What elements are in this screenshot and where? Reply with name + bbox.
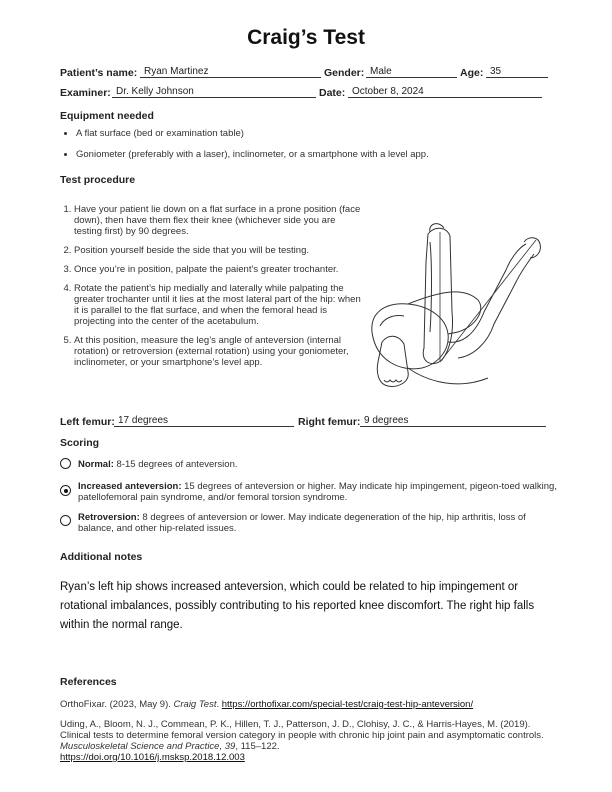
notes-text[interactable]: Ryan’s left hip shows increased anteversion, which could be related to hip impingement or rotational imbalances, possibly contributing to his reported knee discomfort. The right hip falls within the normal range. [60, 581, 535, 631]
left-femur-label: Left femur: [60, 416, 115, 428]
references-heading: References [60, 676, 117, 688]
craig-test-illustration [368, 222, 544, 400]
scoring-normal-radio[interactable] [60, 458, 71, 469]
examiner-label: Examiner: [60, 87, 111, 99]
gender-field[interactable]: Male [366, 66, 457, 78]
reference-2-link[interactable]: https://doi.org/10.1016/j.msksp.2018.12.003 [60, 752, 245, 763]
scoring-retroversion-option [78, 512, 558, 534]
scoring-increased-radio[interactable] [60, 485, 71, 496]
procedure-step: 2. Position yourself beside the side that you will be testing. [74, 245, 364, 256]
reference-2 [60, 719, 552, 763]
equipment-item: • Goniometer (preferably with a laser), inclinometer, or a smartphone with a level app. [76, 149, 556, 160]
procedure-step: 4. Rotate the patient’s hip medially and laterally while palpating the greater trochanter until it lies at the most lateral part of the hip: when it is parallel to the flat surface, and when the femoral head is projecting into the center of the acetabulum. [74, 283, 364, 327]
reference-1-text: OrthoFixar. (2023, May 9). [60, 699, 174, 710]
scoring-retroversion-radio[interactable] [60, 515, 71, 526]
scoring-retroversion-text: 8 degrees of anteversion or lower. May indicate degeneration of the hip, hip arthritis, loss of balance, and other hip-related issues. [78, 512, 526, 534]
patient-name-field[interactable]: Ryan Martinez [140, 66, 321, 78]
scoring-normal-text: 8-15 degrees of anteversion. [116, 459, 238, 470]
scoring-heading: Scoring [60, 437, 100, 449]
right-femur-label: Right femur: [298, 416, 361, 428]
reference-2-pages: , 115–122. [235, 741, 280, 752]
scoring-normal-option [78, 459, 558, 470]
age-field[interactable]: 35 [486, 66, 548, 78]
reference-1 [60, 699, 552, 710]
examiner-field[interactable]: Dr. Kelly Johnson [112, 86, 316, 98]
reference-2-journal: Musculoskeletal Science and Practice, 39 [60, 741, 236, 752]
radio-selected-dot [64, 489, 68, 493]
procedure-step: 3. Once you’re in position, palpate the paient’s greater trochanter. [74, 264, 364, 275]
left-femur-field[interactable]: 17 degrees [114, 415, 294, 427]
scoring-retroversion-label: Retroversion: [78, 512, 140, 523]
procedure-steps [60, 204, 364, 376]
scoring-increased-label: Increased anteversion: [78, 481, 182, 492]
procedure-step: 5. At this position, measure the leg’s angle of anteversion (internal rotation) or retroversion (external rotation) using your goniometer, inclinometer, or your smartphone’s level app. [74, 335, 364, 368]
page-title: Craig’s Test [247, 26, 365, 49]
equipment-item: • A flat surface (bed or examination table) [76, 128, 556, 139]
procedure-step: 1. Have your patient lie down on a flat surface in a prone position (face down), then have them flex their knee (whichever side you are testing first) by 90 degrees. [74, 204, 364, 237]
reference-1-title: Craig Test [173, 699, 217, 710]
scoring-normal-label: Normal: [78, 459, 114, 470]
age-label: Age: [460, 67, 484, 79]
reference-1-sep: . [216, 699, 222, 710]
scoring-increased-text: 15 degrees of anteversion or higher. May indicate hip impingement, pigeon-toed walking, patellofemoral pain syndrome, and/or femoral torsion syndrome. [78, 481, 557, 503]
date-field[interactable]: October 8, 2024 [348, 86, 542, 98]
equipment-list [60, 128, 556, 170]
patient-name-label: Patient’s name: [60, 67, 138, 79]
equipment-heading: Equipment needed [60, 110, 154, 122]
gender-label: Gender: [324, 67, 365, 79]
procedure-heading: Test procedure [60, 174, 136, 186]
reference-1-link[interactable]: https://orthofixar.com/special-test/craig-test-hip-anteversion/ [221, 699, 474, 710]
notes-heading: Additional notes [60, 551, 143, 563]
right-femur-field[interactable]: 9 degrees [360, 415, 546, 427]
reference-2-text: Uding, A., Bloom, N. J., Commean, P. K., Hillen, T. J., Patterson, J. D., Clohisy, J. C., & Harris-Hayes, M. (2019). Clinical tests to determine femoral version category in people with chronic hip joint pain and asymptomatic controls. [60, 719, 544, 741]
date-label: Date: [319, 87, 346, 99]
scoring-increased-option [78, 481, 558, 503]
